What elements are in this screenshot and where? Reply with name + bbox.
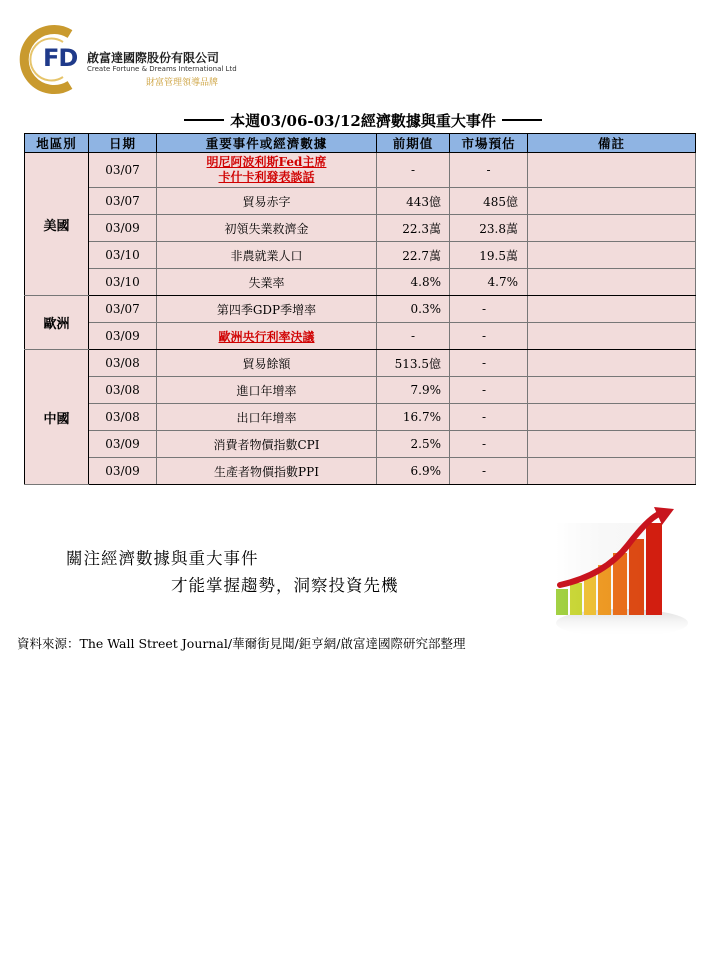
growth-bars: [556, 523, 662, 615]
title-left-rule: [184, 119, 224, 121]
table-row: [25, 404, 696, 431]
date-cell: 03/08: [89, 404, 157, 431]
date-cell: 03/07: [89, 296, 157, 323]
event-cell: 第四季GDP季增率: [157, 296, 377, 323]
event-cell: 生產者物價指數PPI: [157, 458, 377, 485]
prior-cell: -: [377, 153, 450, 188]
table-row: [25, 458, 696, 485]
forecast-cell: 19.5萬: [450, 242, 528, 269]
prior-cell: 0.3%: [377, 296, 450, 323]
table-row: [25, 323, 696, 350]
note-cell: [528, 296, 696, 323]
date-cell: 03/07: [89, 153, 157, 188]
note-cell: [528, 242, 696, 269]
note-cell: [528, 404, 696, 431]
prior-cell: 6.9%: [377, 458, 450, 485]
prior-cell: 22.3萬: [377, 215, 450, 242]
event-cell: 進口年增率: [157, 377, 377, 404]
event-highlight-line: 明尼阿波利斯Fed主席: [206, 155, 327, 169]
date-cell: 03/10: [89, 269, 157, 296]
company-name-en: Create Fortune & Dreams International Ltd: [87, 65, 237, 73]
table-row: [25, 350, 696, 377]
prior-cell: 443億: [377, 188, 450, 215]
forecast-cell: 4.7%: [450, 269, 528, 296]
header-forecast: 市場預估: [450, 134, 528, 153]
forecast-cell: -: [450, 377, 528, 404]
prior-cell: 7.9%: [377, 377, 450, 404]
table-header-row: [25, 134, 696, 153]
event-cell: 貿易餘額: [157, 350, 377, 377]
header-prior: 前期值: [377, 134, 450, 153]
region-cell-europe: 歐洲: [25, 296, 89, 350]
prior-cell: 2.5%: [377, 431, 450, 458]
forecast-cell: 23.8萬: [450, 215, 528, 242]
note-cell: [528, 215, 696, 242]
table-row: [25, 377, 696, 404]
forecast-cell: -: [450, 153, 528, 188]
date-cell: 03/07: [89, 188, 157, 215]
date-cell: 03/09: [89, 431, 157, 458]
region-cell-china: 中國: [25, 350, 89, 485]
rising-bar-chart-with-arrow-icon: [550, 505, 690, 645]
page-title-row: [168, 110, 558, 130]
slogan-line-2: 才能掌握趨勢，洞察投資先機: [171, 576, 399, 595]
date-cell: 03/09: [89, 458, 157, 485]
note-cell: [528, 323, 696, 350]
date-cell: 03/09: [89, 323, 157, 350]
table-row: [25, 269, 696, 296]
date-cell: 03/09: [89, 215, 157, 242]
forecast-cell: -: [450, 431, 528, 458]
event-highlight: 歐洲央行利率決議: [218, 329, 315, 344]
forecast-cell: -: [450, 458, 528, 485]
note-cell: [528, 269, 696, 296]
note-cell: [528, 188, 696, 215]
date-cell: 03/08: [89, 350, 157, 377]
prior-cell: 4.8%: [377, 269, 450, 296]
table-row: [25, 215, 696, 242]
table-row: [25, 431, 696, 458]
forecast-cell: -: [450, 404, 528, 431]
forecast-cell: -: [450, 323, 528, 350]
event-cell: [157, 323, 377, 350]
note-cell: [528, 458, 696, 485]
event-cell: [157, 153, 377, 188]
economic-events-table: [24, 133, 696, 485]
date-cell: 03/08: [89, 377, 157, 404]
header-note: 備註: [528, 134, 696, 153]
event-cell: 失業率: [157, 269, 377, 296]
header-date: 日期: [89, 134, 157, 153]
forecast-cell: 485億: [450, 188, 528, 215]
title-right-rule: [502, 119, 542, 121]
table-row: [25, 188, 696, 215]
event-cell: 貿易赤字: [157, 188, 377, 215]
region-cell-us: 美國: [25, 153, 89, 296]
date-cell: 03/10: [89, 242, 157, 269]
slogan-line-1: 關注經濟數據與重大事件: [66, 549, 259, 568]
table-row: [25, 296, 696, 323]
header-region: 地區別: [25, 134, 89, 153]
note-cell: [528, 350, 696, 377]
note-cell: [528, 377, 696, 404]
event-cell: 非農就業人口: [157, 242, 377, 269]
note-cell: [528, 153, 696, 188]
company-tagline: 財富管理領導品牌: [146, 78, 219, 88]
company-logo: [15, 22, 255, 97]
table-row: [25, 242, 696, 269]
prior-cell: 22.7萬: [377, 242, 450, 269]
prior-cell: -: [377, 323, 450, 350]
prior-cell: 513.5億: [377, 350, 450, 377]
note-cell: [528, 431, 696, 458]
event-highlight-line: 卡什卡利發表談話: [218, 170, 315, 184]
data-source-note: 資料來源：The Wall Street Journal/華爾街見聞/鉅亨網/啟富達國際研究部整理: [17, 636, 466, 651]
page-title: 本週03/06-03/12經濟數據與重大事件: [230, 111, 496, 130]
forecast-cell: -: [450, 350, 528, 377]
event-cell: 初領失業救濟金: [157, 215, 377, 242]
prior-cell: 16.7%: [377, 404, 450, 431]
table-row: [25, 153, 696, 188]
header-event: 重要事件或經濟數據: [157, 134, 377, 153]
event-cell: 消費者物價指數CPI: [157, 431, 377, 458]
forecast-cell: -: [450, 296, 528, 323]
event-cell: 出口年增率: [157, 404, 377, 431]
company-name-zh: 啟富達國際股份有限公司: [87, 51, 220, 65]
logo-mark: FD: [43, 44, 78, 72]
